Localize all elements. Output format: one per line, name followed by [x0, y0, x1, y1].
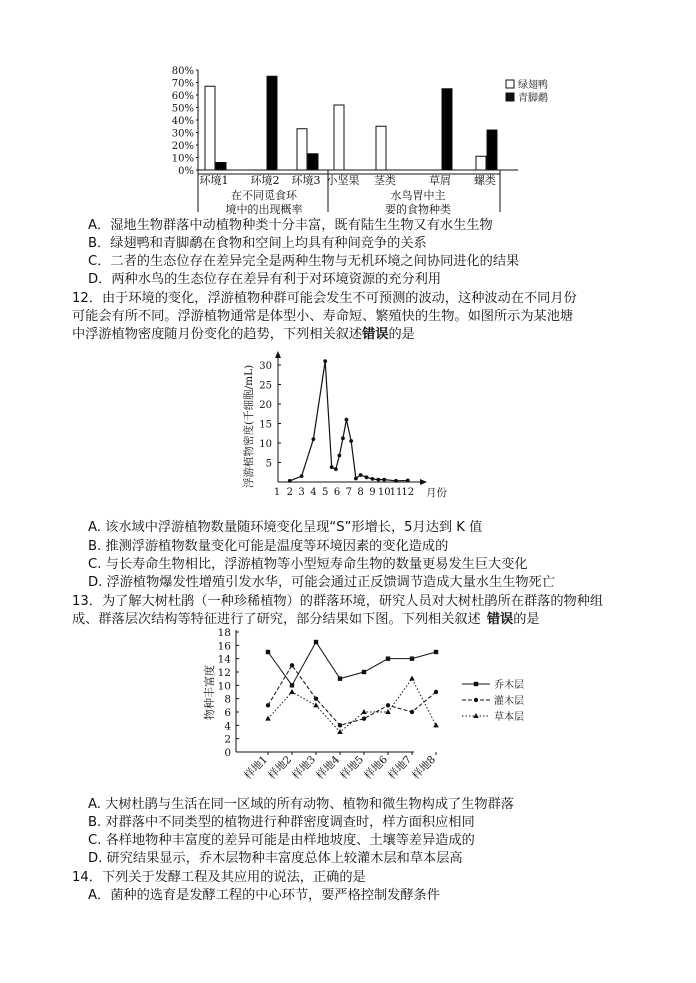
bar-series1 [216, 163, 226, 171]
point-triangle [313, 702, 319, 707]
y-tick-label: 30 [259, 361, 272, 372]
x-tick-label: 样地1 [242, 753, 271, 782]
density-point [394, 479, 398, 483]
point-circle [314, 696, 318, 700]
q13-option-a: A. 大树杜鹃与生活在同一区域的所有动物、植物和微生物构成了生物群落 [88, 797, 514, 812]
series-line-1 [268, 665, 436, 725]
y-tick-label: 30% [171, 128, 194, 140]
point-circle [386, 703, 390, 707]
point-square [314, 640, 318, 644]
x-tick-label: 样地8 [410, 753, 439, 782]
density-point [406, 479, 410, 483]
density-point [300, 474, 304, 478]
x-tick-label: 样地7 [386, 753, 415, 782]
x-tick-label: 5 [322, 487, 329, 498]
y-tick-label: 10% [171, 153, 194, 165]
point-circle [410, 710, 414, 714]
x-axis-label: 月份 [426, 487, 447, 499]
density-point [312, 437, 316, 441]
x-axis-ticks [274, 487, 414, 498]
x-tick-label: 4 [310, 487, 317, 498]
series-lines [265, 640, 439, 734]
bar-series0 [476, 156, 486, 170]
q13-option-b: B. 对群落中不同类型的植物进行种群密度调查时，样方面积应相同 [88, 815, 475, 830]
point-triangle [385, 709, 391, 714]
y-tick-label: 70% [171, 78, 194, 90]
group2-label-line2: 要的食物种类 [385, 203, 451, 216]
point-triangle [265, 716, 271, 721]
x-tick-label: 9 [369, 487, 376, 498]
q12-stem-line2: 可能会有所不同。浮游植物通常是体型小、寿命短、繁殖快的生物。如图所示为某池塘 [72, 309, 574, 324]
y-tick-label: 50% [171, 103, 194, 115]
y-tick-label: 20% [171, 141, 194, 152]
x-tick-label: 12 [401, 487, 415, 498]
x-tick-label: 2 [286, 487, 293, 498]
q13-stem-line1: 13．为了解大树杜鹃（一种珍稀植物）的群落环境，研究人员对大树杜鹃所在群落的物种组 [72, 594, 604, 609]
legend-label: 草本层 [494, 712, 524, 723]
point-square [386, 656, 390, 660]
legend [462, 678, 524, 723]
legend-label: 乔木层 [494, 680, 524, 691]
y-axis-label: 浮游植物密度(千细胞/mL) [243, 364, 255, 488]
y-tick-label: 18 [217, 627, 231, 639]
y-tick-label: 60% [171, 91, 194, 102]
group1-label-line1: 在不同觅食环 [231, 189, 297, 202]
q13-option-d: D. 研究结果显示，乔木层物种丰富度总体上较灌木层和草本层高 [88, 851, 463, 866]
group1-label-line2: 境中的出现概率 [225, 203, 303, 216]
density-point [341, 436, 345, 440]
plankton-density-line-chart [238, 348, 468, 513]
point-circle [338, 723, 342, 727]
y-axis-label: 物种丰富度 [203, 665, 216, 720]
category-label: 茎类 [374, 174, 396, 187]
y-tick-label: 8 [224, 693, 231, 706]
density-point [288, 479, 292, 483]
y-axis-ticks [172, 66, 198, 177]
y-tick-label: 10 [259, 439, 272, 450]
point-triangle [473, 713, 479, 718]
y-tick-label: 20 [259, 400, 272, 411]
density-point [359, 473, 363, 477]
category-label: 小坚果 [326, 174, 360, 187]
legend-swatch-series0 [506, 80, 514, 88]
x-tick-label: 样地2 [266, 753, 295, 782]
point-circle [266, 703, 270, 707]
category-label: 草屑 [429, 174, 451, 187]
x-tick-label: 11 [389, 487, 403, 498]
point-triangle [409, 676, 415, 681]
density-point [376, 478, 380, 482]
density-point [337, 454, 341, 458]
density-point [345, 418, 349, 422]
x-tick-label: 3 [298, 487, 305, 498]
category-labels [200, 173, 497, 187]
category-label: 环境1 [199, 174, 229, 187]
y-tick-label: 5 [265, 458, 272, 470]
density-line [290, 361, 408, 481]
point-circle [434, 690, 438, 694]
bar-series0 [334, 105, 344, 170]
y-tick-label: 10 [217, 680, 231, 693]
density-series [288, 359, 410, 483]
category-label: 螺类 [474, 174, 496, 187]
y-tick-label: 80% [171, 66, 194, 77]
x-tick-label: 8 [357, 487, 364, 498]
x-tick-label: 1 [273, 487, 281, 498]
bar-series1 [487, 130, 497, 170]
q13-stem-end: 的是 [513, 612, 540, 627]
q11-option-d: D．两种水鸟的生态位存在差异有利于对环境资源的充分利用 [88, 272, 442, 287]
y-tick-label: 6 [224, 707, 231, 719]
density-point [371, 477, 375, 481]
bar-series0 [205, 86, 215, 170]
q12-stem-line1: 12．由于环境的变化，浮游植物种群可能会发生不可预测的波动，这种波动在不同月份 [72, 291, 577, 306]
point-circle [362, 716, 366, 720]
point-triangle [361, 709, 367, 714]
q12-stem-line3 [72, 327, 415, 343]
point-square [474, 682, 478, 686]
q13-stem-text: 成、群落层次结构等特征进行了研究，部分结果如下图。下列相关叙述 [72, 612, 481, 627]
bar-series1 [308, 154, 318, 170]
point-circle [290, 663, 294, 667]
y-tick-label: 2 [224, 733, 231, 746]
density-point [334, 467, 338, 471]
group2-label-line1: 水鸟胃中主 [390, 189, 446, 202]
y-tick-label: 0% [178, 166, 194, 177]
y-tick-label: 14 [217, 653, 231, 666]
q14-option-a: A．菌种的选育是发酵工程的中心环节，要严格控制发酵条件 [88, 888, 440, 903]
legend-label: 灌木层 [494, 696, 524, 707]
x-tick-label: 6 [333, 487, 341, 498]
density-point [354, 477, 358, 481]
y-tick-label: 15 [259, 419, 272, 431]
density-point [330, 465, 334, 469]
y-tick-label: 4 [224, 720, 231, 733]
q12-option-d: D. 浮游植物爆发性增殖引发水华，可能会通过正反馈调节造成大量水生生物死亡 [88, 575, 555, 590]
point-square [266, 650, 270, 654]
point-square [410, 656, 414, 660]
bar-series0 [297, 129, 307, 170]
q13-option-c: C. 各样地物种丰富度的差异可能是由样地坡度、土壤等差异造成的 [88, 833, 475, 848]
q12-option-b: B. 推测浮游植物数量变化可能是温度等环境因素的变化造成的 [88, 539, 449, 554]
bar-series1 [267, 76, 277, 170]
x-axis-arrow [420, 479, 427, 485]
bird-habitat-bar-chart [160, 62, 580, 220]
y-axis-arrow [275, 351, 281, 358]
point-triangle [433, 722, 439, 727]
bar-series0 [376, 126, 386, 170]
x-tick-label: 10 [377, 487, 391, 498]
q11-option-c: C．二者的生态位存在差异完全是两种生物与无机环境之间协同进化的结果 [88, 254, 520, 269]
q11-option-a: A．湿地生物群落中动植物种类十分丰富，既有陆生生物又有水生生物 [88, 218, 493, 233]
q12-option-c: C. 与长寿命生物相比，浮游植物等小型短寿命生物的数量更易发生巨大变化 [88, 557, 528, 572]
point-square [434, 650, 438, 654]
category-label: 环境3 [291, 174, 321, 187]
q12-option-a: A. 该水域中浮游植物数量随环境变化呈现“S”形增长，5月达到 K 值 [88, 520, 483, 535]
density-point [349, 439, 353, 443]
q12-stem-text: 中浮游植物密度随月份变化的趋势，下列相关叙述 [72, 327, 363, 342]
y-tick-label: 40% [171, 116, 194, 127]
bars [205, 76, 497, 170]
point-square [290, 683, 294, 687]
q12-stem-end: 的是 [388, 327, 415, 342]
bar-series1 [442, 89, 452, 170]
x-tick-label: 样地3 [290, 753, 319, 782]
x-tick-label: 7 [345, 487, 352, 498]
x-tick-label: 样地6 [362, 753, 391, 782]
x-tick-label: 样地4 [314, 753, 343, 782]
point-square [362, 670, 366, 674]
point-circle [474, 698, 478, 702]
q14-stem: 14．下列关于发酵工程及其应用的说法，正确的是 [72, 870, 366, 885]
category-label: 环境2 [250, 174, 280, 187]
q11-option-b: B．绿翅鸭和青脚鹬在食物和空间上均具有种间竞争的关系 [88, 236, 427, 251]
y-tick-label: 12 [217, 667, 231, 679]
point-square [338, 676, 342, 680]
y-tick-label: 25 [259, 380, 272, 392]
x-axis-ticks [241, 752, 438, 782]
legend-label-series0: 绿翅鸭 [518, 80, 548, 91]
density-point [365, 475, 369, 479]
q12-emphasis: 错误 [362, 327, 389, 342]
x-tick-label: 样地5 [338, 753, 367, 782]
density-point [323, 359, 327, 363]
y-tick-label: 0 [224, 747, 231, 759]
density-point [382, 478, 386, 482]
species-richness-line-chart [200, 626, 540, 796]
legend-label-series1: 青脚鹬 [518, 93, 548, 104]
q13-emphasis: 错误 [486, 612, 514, 627]
point-triangle [289, 689, 295, 694]
legend-swatch-series1 [506, 93, 514, 101]
y-tick-label: 16 [217, 640, 231, 653]
